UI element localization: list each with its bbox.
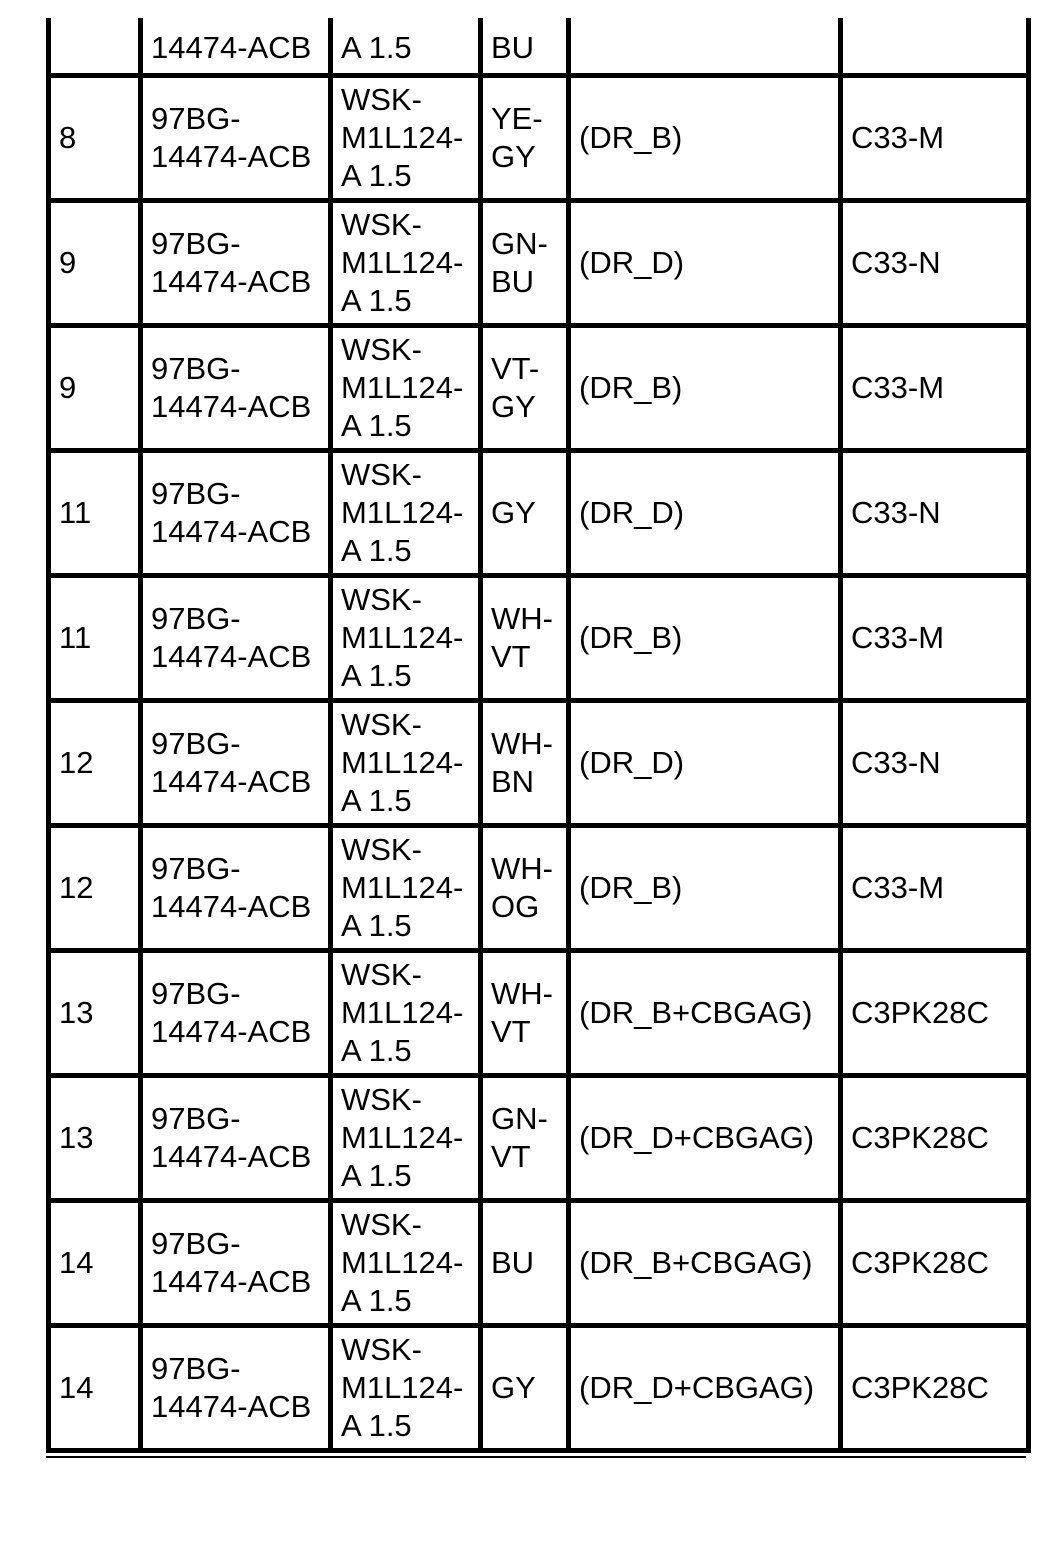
cell-circuit: (DR_B) xyxy=(569,75,841,200)
cell-pin: 8 xyxy=(49,75,141,200)
cell-connector: C33-N xyxy=(841,450,1029,575)
cell-wire-spec: WSK- M1L124- A 1.5 xyxy=(331,700,481,825)
cell-circuit: (DR_B+CBGAG) xyxy=(569,1200,841,1325)
cell-circuit: (DR_D) xyxy=(569,700,841,825)
table-row xyxy=(49,700,1029,825)
table-row xyxy=(49,450,1029,575)
wiring-table-body xyxy=(49,18,1029,1450)
cell-wire-color: BU xyxy=(481,1200,569,1325)
cell-wire-color: GY xyxy=(481,1325,569,1450)
cell-wire-spec: WSK- M1L124- A 1.5 xyxy=(331,75,481,200)
cell-wire-color: BU xyxy=(481,18,569,75)
cell-part-number: 97BG- 14474-ACB xyxy=(141,1075,331,1200)
cell-part-number: 97BG- 14474-ACB xyxy=(141,950,331,1075)
cell-part-number: 97BG- 14474-ACB xyxy=(141,325,331,450)
cell-part-number: 97BG- 14474-ACB xyxy=(141,450,331,575)
cell-wire-color: GN- BU xyxy=(481,200,569,325)
cell-part-number: 97BG- 14474-ACB xyxy=(141,700,331,825)
wiring-table-container xyxy=(46,18,1026,1453)
cell-pin: 14 xyxy=(49,1200,141,1325)
table-row xyxy=(49,825,1029,950)
cell-pin: 14 xyxy=(49,1325,141,1450)
cell-pin: 9 xyxy=(49,200,141,325)
table-row xyxy=(49,325,1029,450)
cell-connector: C33-N xyxy=(841,200,1029,325)
cell-connector xyxy=(841,18,1029,75)
cell-circuit: (DR_D+CBGAG) xyxy=(569,1325,841,1450)
cell-pin: 11 xyxy=(49,450,141,575)
cell-connector: C33-M xyxy=(841,575,1029,700)
cell-circuit: (DR_D+CBGAG) xyxy=(569,1075,841,1200)
cell-wire-spec: WSK- M1L124- A 1.5 xyxy=(331,950,481,1075)
cell-pin xyxy=(49,18,141,75)
cell-wire-color: YE- GY xyxy=(481,75,569,200)
cell-part-number: 97BG- 14474-ACB xyxy=(141,75,331,200)
cell-circuit: (DR_B+CBGAG) xyxy=(569,950,841,1075)
cell-wire-spec: WSK- M1L124- A 1.5 xyxy=(331,1200,481,1325)
table-bottom-rule xyxy=(46,1456,1026,1458)
cell-pin: 9 xyxy=(49,325,141,450)
cell-connector: C3PK28C xyxy=(841,950,1029,1075)
cell-part-number: 97BG- 14474-ACB xyxy=(141,575,331,700)
cell-wire-color: WH- VT xyxy=(481,575,569,700)
cell-part-number: 97BG- 14474-ACB xyxy=(141,1200,331,1325)
cell-circuit: (DR_B) xyxy=(569,325,841,450)
cell-wire-color: GY xyxy=(481,450,569,575)
cell-wire-spec: WSK- M1L124- A 1.5 xyxy=(331,1075,481,1200)
cell-wire-color: VT- GY xyxy=(481,325,569,450)
cell-part-number: 97BG- 14474-ACB xyxy=(141,200,331,325)
cell-connector: C3PK28C xyxy=(841,1325,1029,1450)
cell-wire-spec: A 1.5 xyxy=(331,18,481,75)
cell-pin: 11 xyxy=(49,575,141,700)
cell-wire-spec: WSK- M1L124- A 1.5 xyxy=(331,1325,481,1450)
cell-part-number: 97BG- 14474-ACB xyxy=(141,1325,331,1450)
table-row xyxy=(49,200,1029,325)
cell-pin: 12 xyxy=(49,825,141,950)
cell-wire-color: WH- OG xyxy=(481,825,569,950)
table-row xyxy=(49,575,1029,700)
table-row xyxy=(49,950,1029,1075)
cell-circuit: (DR_D) xyxy=(569,450,841,575)
cell-wire-color: WH- BN xyxy=(481,700,569,825)
cell-connector: C33-N xyxy=(841,700,1029,825)
table-row xyxy=(49,75,1029,200)
cell-connector: C33-M xyxy=(841,75,1029,200)
cell-wire-spec: WSK- M1L124- A 1.5 xyxy=(331,200,481,325)
cell-wire-color: WH- VT xyxy=(481,950,569,1075)
table-row xyxy=(49,1325,1029,1450)
wiring-table xyxy=(46,18,1031,1453)
cell-connector: C33-M xyxy=(841,325,1029,450)
cell-part-number: 14474-ACB xyxy=(141,18,331,75)
cell-wire-spec: WSK- M1L124- A 1.5 xyxy=(331,450,481,575)
cell-connector: C33-M xyxy=(841,825,1029,950)
cell-circuit xyxy=(569,18,841,75)
cell-pin: 13 xyxy=(49,950,141,1075)
cell-wire-spec: WSK- M1L124- A 1.5 xyxy=(331,825,481,950)
cell-circuit: (DR_D) xyxy=(569,200,841,325)
cell-pin: 12 xyxy=(49,700,141,825)
cell-connector: C3PK28C xyxy=(841,1200,1029,1325)
cell-connector: C3PK28C xyxy=(841,1075,1029,1200)
cell-wire-color: GN- VT xyxy=(481,1075,569,1200)
cell-part-number: 97BG- 14474-ACB xyxy=(141,825,331,950)
cell-circuit: (DR_B) xyxy=(569,575,841,700)
cell-wire-spec: WSK- M1L124- A 1.5 xyxy=(331,575,481,700)
table-row-continued xyxy=(49,18,1029,75)
table-row xyxy=(49,1200,1029,1325)
table-row xyxy=(49,1075,1029,1200)
cell-pin: 13 xyxy=(49,1075,141,1200)
cell-wire-spec: WSK- M1L124- A 1.5 xyxy=(331,325,481,450)
cell-circuit: (DR_B) xyxy=(569,825,841,950)
